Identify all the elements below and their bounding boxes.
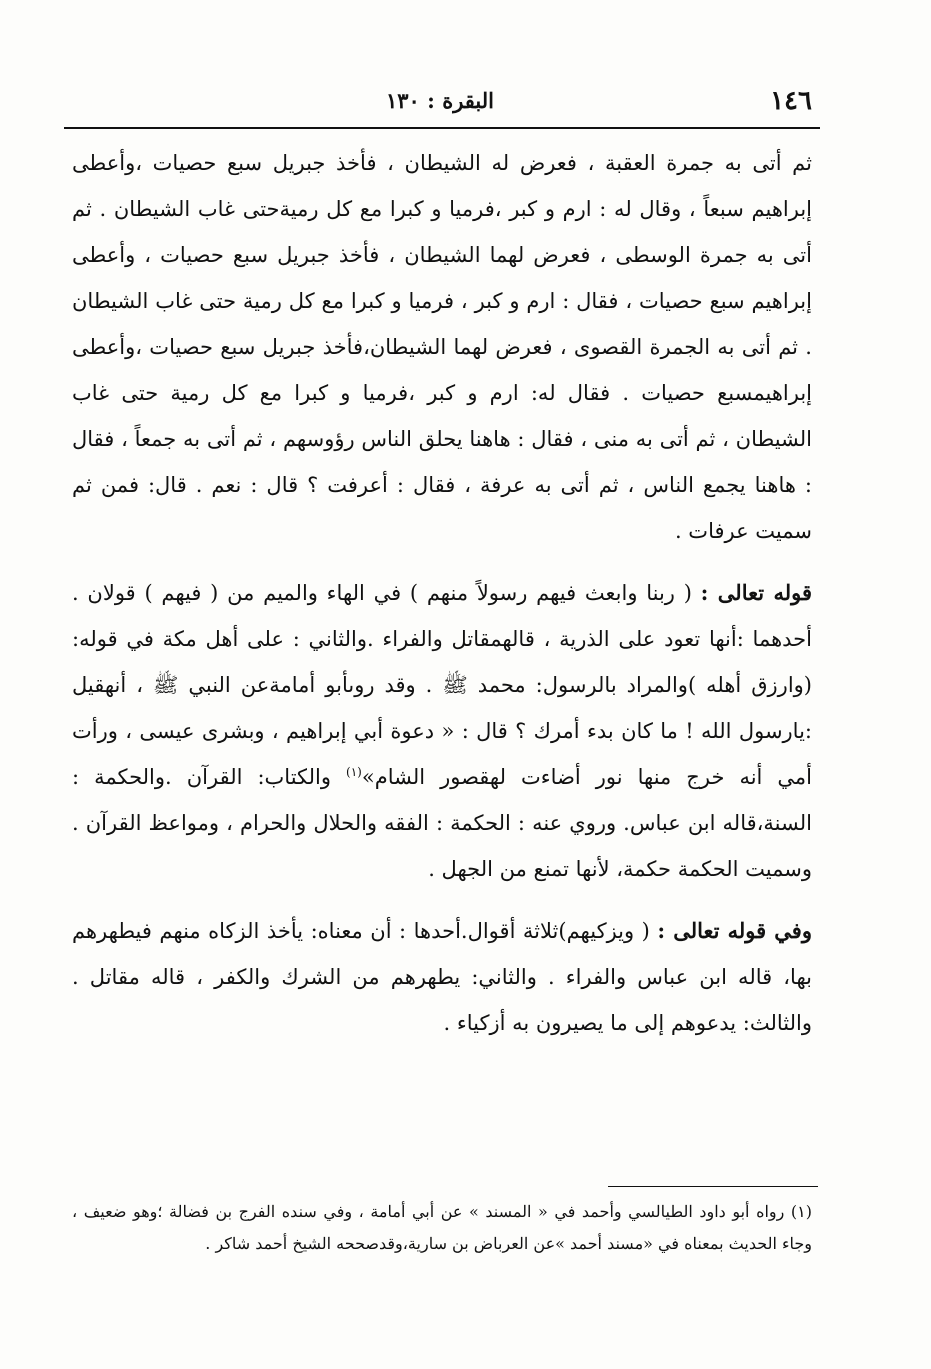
paragraph-2-lead: قوله تعالى : xyxy=(700,580,812,605)
paragraph-2 xyxy=(72,570,812,892)
footnote-marker: (١) xyxy=(346,765,362,779)
paragraph-2-end: والكتاب: القرآن .والحكمة : السنة،قاله ابن عباس. وروي عنه : الحكمة : الفقه والحلال والحرام ، ومواعظ القرآن . وسميت الحكمة حكمة، لأنها تمنع من الجهل . xyxy=(72,765,812,881)
main-text xyxy=(72,140,812,1046)
running-title: البقرة : ١٣٠ xyxy=(386,88,494,113)
paragraph-1: ثم أتى به جمرة العقبة ، فعرض له الشيطان ، فأخذ جبريل سبع حصيات ،وأعطى إبراهيم سبعاً ، وقال له : ارم و كبر ،فرميا و كبرا مع كل رميةحتى غاب الشيطان . ثم أتى به جمرة الوسطى ، فعرض لهما الشيطان ، فأخذ جبريل سبع حصيات ، وأعطى إبراهيم سبع حصيات ، فقال : ارم و كبر ، فرميا و كبرا مع كل رمية حتى غاب الشيطان . ثم أتى به الجمرة القصوى ، فعرض لهما الشيطان،فأخذ جبريل سبع حصيات ،وأعطى إبراهيمسبع حصيات . فقال له: ارم و كبر ،فرميا و كبرا مع كل رمية حتى غاب الشيطان ، ثم أتى به منى ، فقال : هاهنا يحلق الناس رؤوسهم ، ثم أتى به جمعاً ، فقال : هاهنا يجمع الناس ، ثم أتى به عرفة ، فقال : أعرفت ؟ قال : نعم . قال: فمن ثم سميت عرفات . xyxy=(72,151,812,543)
paragraph-3-text: ( ويزكيهم)ثلاثة أقوال.أحدها : أن معناه: يأخذ الزكاه منهم فيطهرهم بها، قاله ابن عباس والفراء . والثاني: يطهرهم من الشرك والكفر ، قاله مقاتل . والثالث: يدعوهم إلى ما يصيرون به أزكياء . xyxy=(72,919,812,1035)
paragraph-3 xyxy=(72,908,812,1046)
page-header xyxy=(64,86,816,122)
paragraph-3-lead: وفي قوله تعالى : xyxy=(657,918,812,943)
footnote: (١) رواه أبو داود الطيالسي وأحمد في « المسند » عن أبي أمامة ، وفي سنده الفرج بن فضالة ؛وهو ضعيف ، وجاء الحديث بمعناه في «مسند أحمد »عن العرباض بن سارية،وقدصححه الشيخ أحمد شاكر . xyxy=(72,1202,812,1253)
paragraph-2-text: ( ربنا وابعث فيهم رسولاً منهم ) في الهاء والميم من ( فيهم ) قولان . أحدهما :أنها تعود على الذرية ، قالهمقاتل والفراء .والثاني : على أهل مكة في قوله:(وارزق أهله )والمراد بالرسول: محمد ﷺ . وقد روىأبو أمامةعن النبي ﷺ ، أنهقيل :يارسول الله ! ما كان بدء أمرك ؟ قال : « دعوة أبي إبراهيم ، وبشرى عيسى ، ورأت أمي أنه خرج منها نور أضاءت لهقصور الشام» xyxy=(72,581,812,789)
page-number: ١٤٦ xyxy=(770,86,812,116)
header-rule xyxy=(64,127,820,129)
footnote-rule xyxy=(608,1186,818,1187)
